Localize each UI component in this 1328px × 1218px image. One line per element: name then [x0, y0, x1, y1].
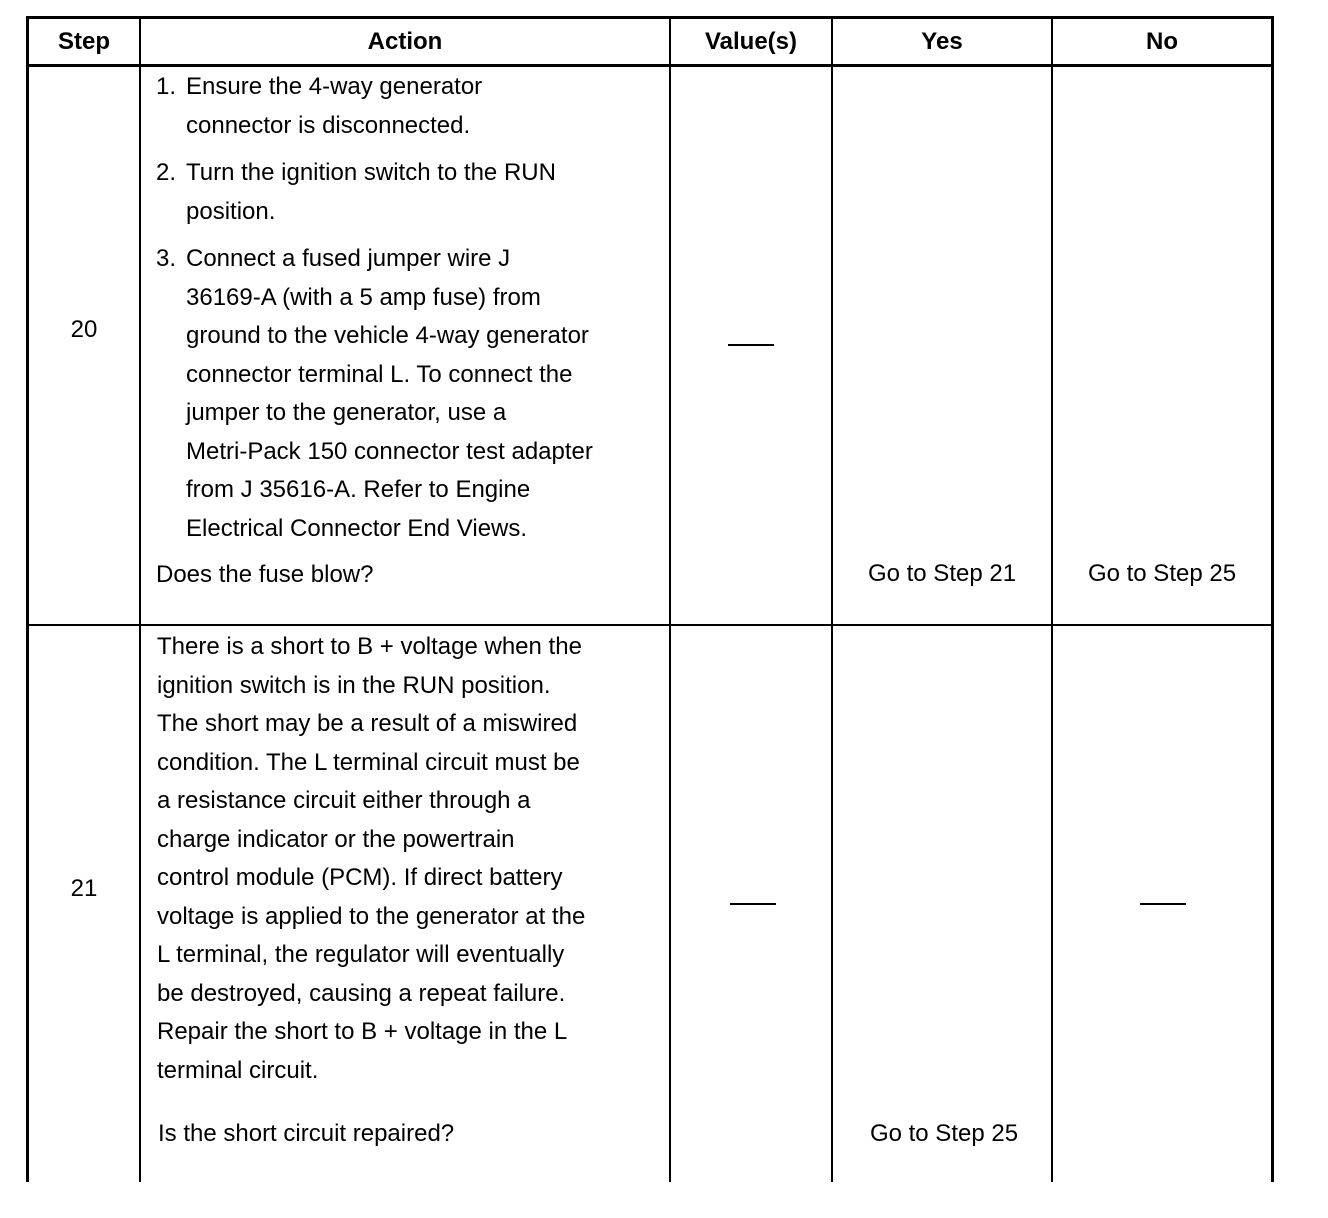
- action-line: Electrical Connector End Views.: [186, 514, 528, 542]
- action-line: Ensure the 4-way generator: [186, 73, 483, 100]
- action-line: terminal circuit.: [157, 1056, 319, 1084]
- action-item: [156, 154, 556, 231]
- item-number: 2.: [156, 159, 177, 186]
- action-line: position.: [186, 197, 276, 225]
- value-empty-dash: [728, 344, 774, 346]
- yes-goto: Go to Step 21: [867, 560, 1017, 587]
- column-divider: [1051, 16, 1053, 1182]
- action-line: ground to the vehicle 4-way generator: [186, 322, 589, 349]
- action-line: Connect a fused jumper wire J: [186, 245, 511, 272]
- header-action: Action: [367, 27, 443, 55]
- action-line: condition. The L terminal circuit must be: [157, 748, 580, 776]
- step-number: 21: [70, 875, 98, 902]
- header-step: Step: [57, 27, 110, 55]
- header-no: No: [1146, 27, 1178, 55]
- action-line: connector terminal L. To connect the: [186, 360, 573, 388]
- action-line: 36169-A (with a 5 amp fuse) from: [186, 283, 541, 311]
- row-divider: [26, 624, 1274, 626]
- action-item: [156, 68, 482, 145]
- action-question: Is the short circuit repaired?: [158, 1120, 455, 1147]
- action-line: L terminal, the regulator will eventually: [157, 941, 565, 968]
- column-divider: [831, 16, 833, 1182]
- action-paragraph: [157, 628, 585, 1090]
- item-number: 1.: [156, 73, 177, 100]
- action-line: ignition switch is in the RUN position.: [157, 671, 551, 699]
- value-empty-dash: [730, 903, 776, 905]
- action-line: Repair the short to B + voltage in the L: [157, 1018, 568, 1045]
- action-line: from J 35616-A. Refer to Engine: [186, 476, 531, 503]
- no-empty-dash: [1140, 903, 1186, 905]
- action-question: Does the fuse blow?: [156, 561, 374, 588]
- action-line: charge indicator or the powertrain: [157, 825, 515, 853]
- item-number: 3.: [156, 245, 177, 272]
- action-line: connector is disconnected.: [186, 111, 471, 139]
- column-divider: [139, 16, 141, 1182]
- header-divider: [26, 64, 1274, 67]
- column-divider: [669, 16, 671, 1182]
- action-line: Metri-Pack 150 connector test adapter: [186, 437, 593, 465]
- action-line: The short may be a result of a miswired: [157, 710, 578, 737]
- action-line: Turn the ignition switch to the RUN: [186, 159, 556, 186]
- header-yes: Yes: [921, 27, 963, 55]
- action-line: control module (PCM). If direct battery: [157, 864, 563, 891]
- step-number: 20: [70, 316, 98, 343]
- header-values: Value(s): [704, 27, 798, 55]
- action-line: voltage is applied to the generator at the: [157, 902, 586, 930]
- action-line: be destroyed, causing a repeat failure.: [157, 979, 566, 1007]
- action-line: There is a short to B + voltage when the: [157, 633, 582, 660]
- action-item: [156, 240, 593, 548]
- no-goto: Go to Step 25: [1087, 560, 1237, 587]
- yes-goto: Go to Step 25: [869, 1120, 1019, 1147]
- action-line: jumper to the generator, use a: [186, 399, 507, 426]
- action-line: a resistance circuit either through a: [157, 787, 531, 814]
